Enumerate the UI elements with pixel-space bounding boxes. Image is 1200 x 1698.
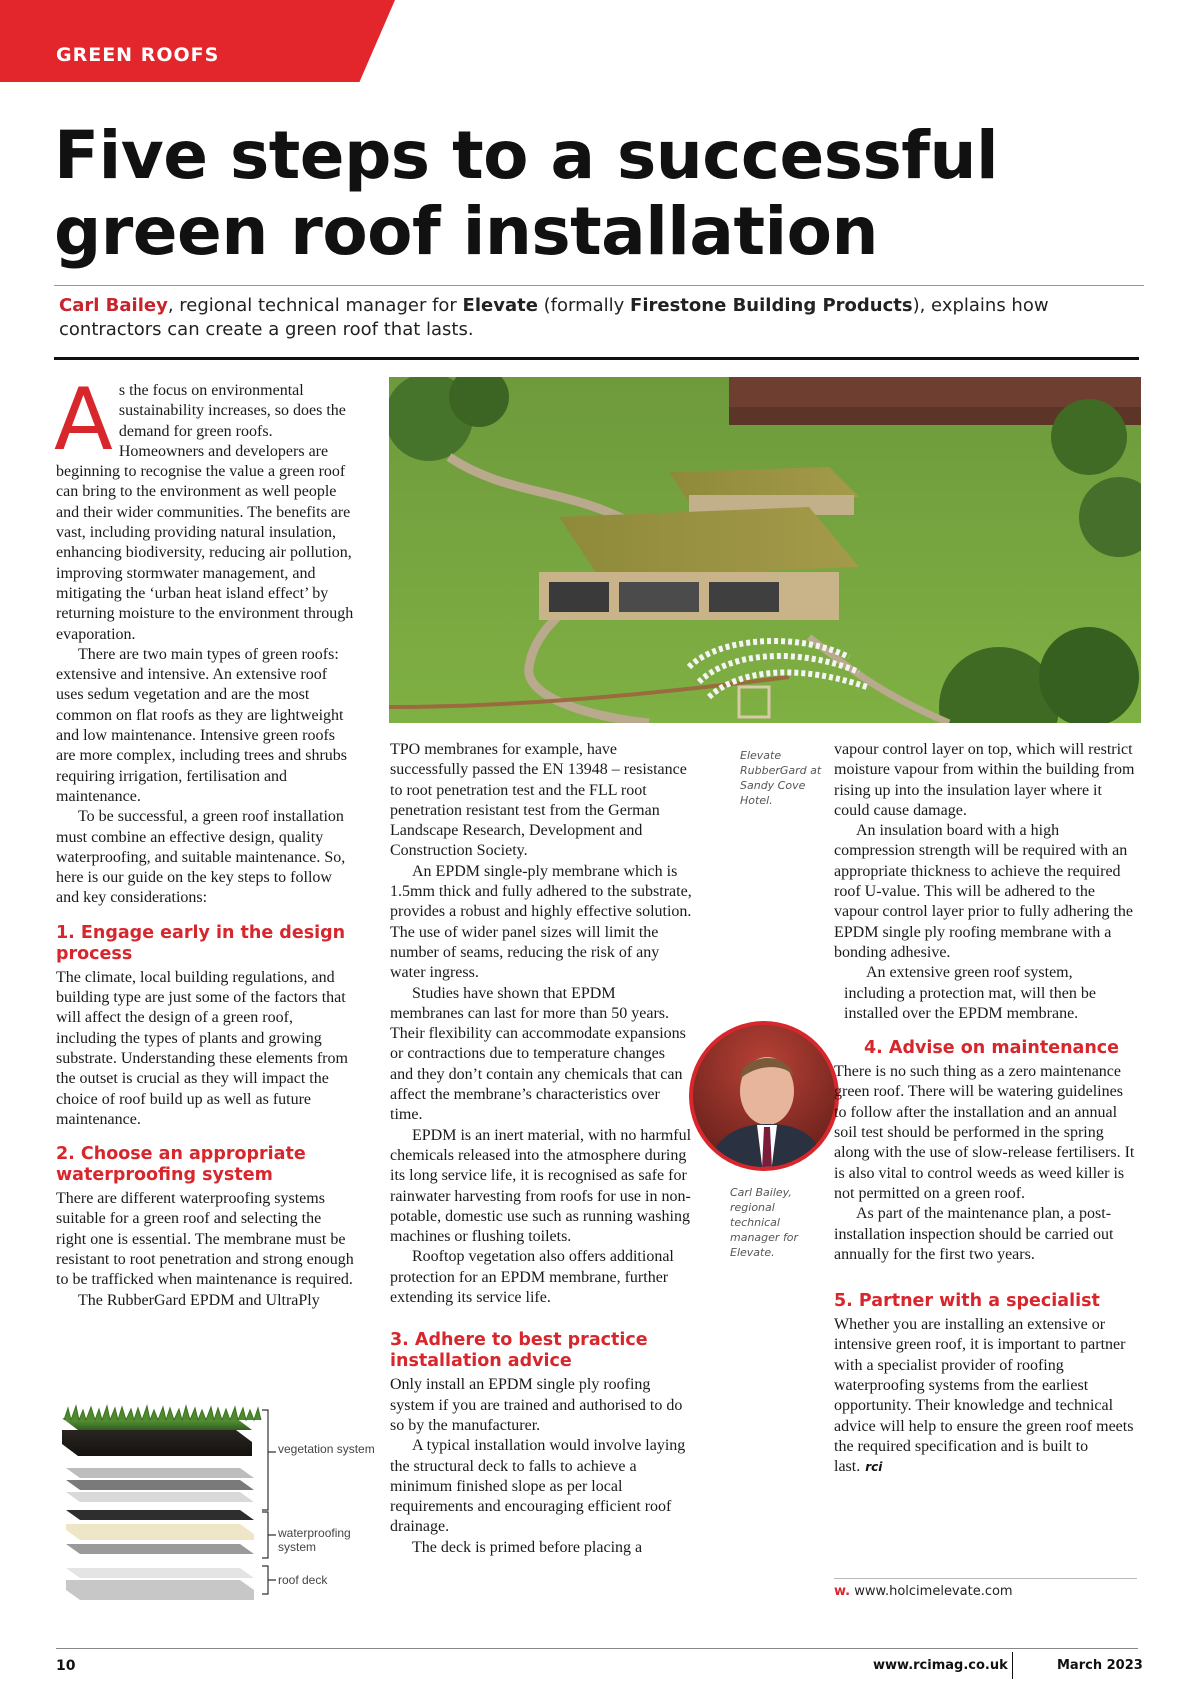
green-roof — [559, 507, 859, 577]
drainage-sheet — [66, 1480, 254, 1490]
protection-sheet — [66, 1492, 254, 1502]
column-1 — [54, 370, 354, 1311]
footer-divider — [56, 1648, 1138, 1649]
paragraph: Rooftop vegetation also offers additional protection for an EPDM membrane, further extending its service life. — [390, 1248, 674, 1307]
headline-divider — [54, 285, 1144, 286]
standfirst-role: , regional technical manager for — [167, 295, 463, 316]
step-3-heading: 3. Adhere to best practice installation advice — [390, 1330, 648, 1372]
label-deck: roof deck — [278, 1573, 328, 1587]
label-waterproofing: waterproofing system — [278, 1526, 351, 1554]
website-divider — [834, 1578, 1137, 1579]
portrait-caption: Carl Bailey, regional technical manager for Elevate. — [730, 1186, 799, 1259]
paragraph: There is no such thing as a zero maintenance green roof. There will be watering guidelines to follow after the installation and an annual soil test should be performed in the spring along with the use of slow-release fertilisers. It is also vital to control weeds as weed killer is not permitted on a green roof. — [834, 1063, 1135, 1202]
standfirst-rest: ), explains how contractors can create a green roof that lasts. — [59, 295, 1049, 340]
column-2 — [390, 740, 692, 1558]
paragraph: The deck is primed before placing a — [412, 1538, 643, 1556]
bracket-deck — [262, 1566, 276, 1594]
vapour-layer — [66, 1544, 254, 1554]
paragraph: There are different waterproofing systems suitable for a green roof and selecting the right one is essential. The membrane must be resistant to root penetration and strong enough to be trafficked when maintenance is required. — [56, 1190, 354, 1289]
company-name: Elevate — [462, 295, 538, 316]
paragraph: To be successful, a green roof installation must combine an effective design, quality waterproofing, and suitable maintenance. So, here is our guide on the key steps to follow and key considerations: — [56, 808, 346, 907]
website-line — [834, 1584, 1013, 1599]
roof-deck-layer — [66, 1580, 254, 1600]
paragraph — [834, 1315, 1137, 1477]
paragraph: A typical installation would involve laying the structural deck to falls to achieve a minimum finished slope as per local requirements and encouraging efficient roof drainage. — [390, 1437, 686, 1536]
section-tab — [0, 0, 395, 82]
paragraph: vapour control layer on top, which will restrict moisture vapour from within the building from rising up into the insulation layer where it could cause damage. — [834, 741, 1135, 819]
drop-cap: A — [54, 370, 113, 470]
paragraph: An insulation board with a high compression strength will be required with an appropriate thickness to achieve the required roof U-value. This will be adhered to the vapour control layer prior to fully adhering the EPDM single ply roofing membrane with a bonding adhesive. — [834, 822, 1134, 961]
paragraph: An EPDM single-ply membrane which is 1.5mm thick and fully adhered to the substrate, provides a robust and highly effective solution. The use of wider panel sizes will limit the number of seams, reducing the risk of any water ingress. — [390, 862, 692, 982]
step-5-heading: 5. Partner with a specialist — [834, 1291, 1100, 1312]
paragraph: The climate, local building regulations, and building type are just some of the factors that will affect the design of a green roof, including the types of plants and growing substrate. Understanding these elements from the outset is crucial as they will impact the choice of roof build up as well as future maintenance. — [56, 968, 348, 1128]
headline — [54, 118, 1154, 270]
website-link[interactable]: www.holcimelevate.com — [854, 1584, 1013, 1599]
footer-separator — [1012, 1652, 1013, 1679]
rci-end-mark: rci — [865, 1460, 883, 1475]
intro-paragraph — [54, 370, 354, 645]
paragraph: Only install an EPDM single ply roofing system if you are trained and authorised to do so by the manufacturer. — [390, 1376, 683, 1434]
photo-caption: Elevate RubberGard at Sandy Cove Hotel. — [740, 749, 822, 807]
paragraph: EPDM is an inert material, with no harmful chemicals released into the atmosphere during its long service life, it is recognised as safe for rainwater harvesting from roofs for use in non-potable, domestic use such as running washing machines or flushing toilets. — [390, 1126, 692, 1246]
bracket-waterproofing — [262, 1512, 276, 1558]
filter-sheet — [66, 1468, 254, 1478]
headline-line-2: green roof installation — [54, 193, 878, 270]
paragraph: There are two main types of green roofs: extensive and intensive. An extensive roof uses sedum vegetation and are the most common on flat roofs as they are lightweight and low maintenance. Intensive green roofs are more complex, including trees and shrubs requiring irrigation, fertilisation and maintenance. — [56, 645, 348, 805]
former-company-name: Firestone Building Products — [630, 295, 913, 316]
bracket-vegetation — [262, 1410, 276, 1510]
step-1-heading: 1. Engage early in the design process — [56, 922, 346, 964]
standfirst — [59, 294, 1144, 342]
headline-line-1: Five steps to a successful — [54, 117, 999, 194]
tree — [1051, 399, 1127, 475]
paragraph: The RubberGard EPDM and UltraPly — [78, 1291, 320, 1309]
footer-site-link[interactable]: www.rcimag.co.uk — [873, 1658, 1008, 1673]
closing-text: Whether you are installing an extensive or intensive green roof, it is important to partner with a specialist provider of roofing waterproofing systems from the earliest opportunity. Their knowledge and technical advice will help to ensure the green roof meets the required specification and is built to last. — [834, 1316, 1134, 1476]
paragraph: As part of the maintenance plan, a post-installation inspection should be carried out annually for the first two years. — [834, 1205, 1114, 1263]
step-4-heading: 4. Advise on maintenance — [864, 1038, 1120, 1059]
standfirst-formerly: (formally — [537, 295, 631, 316]
page-number: 10 — [56, 1658, 76, 1674]
issue-date: March 2023 — [1057, 1658, 1143, 1673]
standfirst-divider — [54, 357, 1139, 360]
tree — [1039, 627, 1139, 723]
author-name: Carl Bailey — [59, 295, 168, 316]
paragraph: TPO membranes for example, have successfully passed the EN 13948 – resistance to root penetration test and the FLL root penetration resistant test from the German Landscape Research, Development and Construction Society. — [390, 741, 687, 860]
membrane-sheet — [66, 1510, 254, 1520]
paragraph: An extensive green roof system, including a protection mat, will then be installed over the EPDM membrane. — [844, 964, 1096, 1022]
website-label: w. — [834, 1584, 851, 1599]
insulation-board — [66, 1524, 254, 1540]
section-label: GREEN ROOFS — [56, 44, 220, 66]
column-3 — [834, 740, 1137, 1478]
primer-layer — [66, 1568, 254, 1578]
hero-photo-green-roof-hotel — [389, 377, 1141, 723]
green-roof-layer-diagram — [56, 1400, 376, 1628]
intro-text: s the focus on environmental sustainability increases, so does the demand for green roofs. Homeowners and developers are beginning to recognise the value a green roof can bring to the environment as well people and their wider communities. The benefits are vast, including providing natural insulation, enhancing biodiversity, reducing air pollution, improving stormwater management, and mitigating the ‘urban heat island effect’ by returning moisture to the environment through evaporation. — [56, 382, 354, 643]
soil-layer — [62, 1430, 252, 1456]
paragraph: Studies have shown that EPDM membranes can last for more than 50 years. Their flexibility can accommodate expansions or contractions due to temperature changes and they don’t contain any chemicals that can affect the membrane’s characteristics over time. — [390, 984, 686, 1124]
grass-blades — [64, 1406, 261, 1420]
label-vegetation: vegetation system — [278, 1442, 375, 1456]
step-2-heading: 2. Choose an appropriate waterproofing system — [56, 1144, 306, 1186]
author-portrait — [687, 1019, 841, 1173]
